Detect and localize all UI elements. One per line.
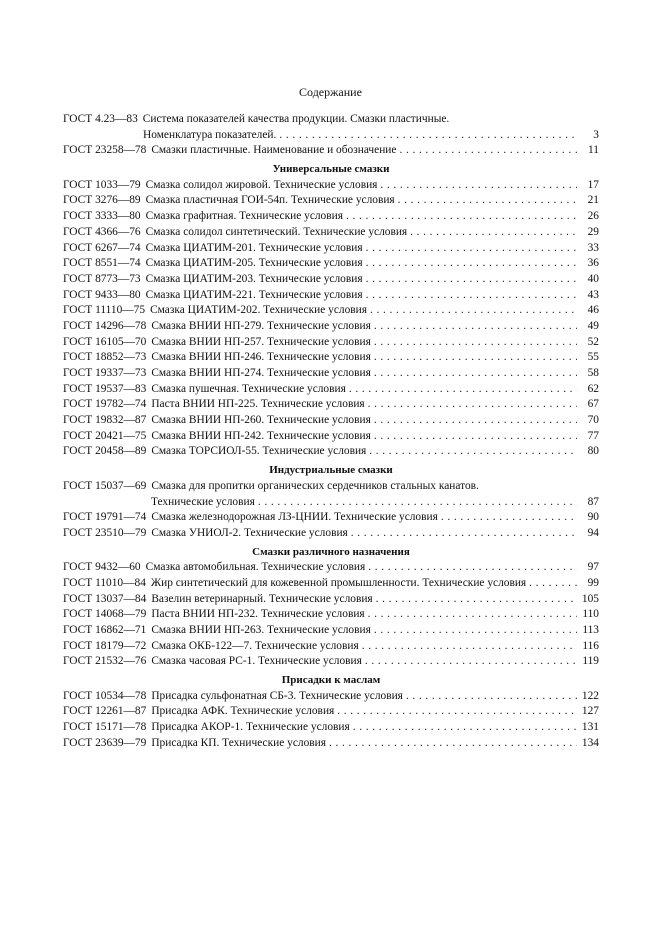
entry-text: [63, 720, 350, 736]
entry-text: [63, 510, 438, 526]
entry-text: [63, 272, 363, 288]
dot-leader: [363, 288, 577, 304]
gost-code: ГОСТ 23258—78: [63, 144, 147, 157]
toc-entry: [63, 592, 599, 608]
entry-text: [63, 560, 365, 576]
dot-leader: [365, 607, 577, 623]
dot-leader: [371, 319, 577, 335]
page-number: 110: [582, 608, 599, 621]
entry-title: Смазка ВНИИ НП-279. Технические условия: [151, 319, 371, 332]
gost-code: ГОСТ 9432—60: [63, 561, 141, 574]
page-number: 99: [587, 576, 599, 589]
dot-leader: [346, 382, 577, 398]
dot-leader: [371, 413, 577, 429]
page-number: 116: [582, 639, 599, 652]
entry-title: Смазка автомобильная. Технические условия: [145, 561, 366, 574]
entry-text: [63, 193, 395, 209]
gost-code: ГОСТ 16105—70: [63, 335, 147, 348]
toc-entry: [63, 413, 599, 429]
gost-code: ГОСТ 15037—69: [63, 479, 147, 492]
gost-code: ГОСТ 21532—76: [63, 655, 147, 668]
gost-code: ГОСТ 23639—79: [63, 736, 147, 749]
entry-title: Смазка ВНИИ НП-274. Технические условия: [151, 367, 371, 379]
toc-entry: [63, 178, 599, 194]
page-number: 119: [582, 655, 599, 668]
page-number: 122: [581, 689, 599, 702]
gost-code: ГОСТ 18179—72: [63, 639, 147, 652]
dot-leader: [371, 350, 577, 366]
entry-title: Вазелин ветеринарный. Технические условия: [151, 592, 373, 605]
section-heading: Универсальные смазки: [272, 163, 390, 176]
dot-leader: [334, 704, 577, 720]
section-heading: Индустриальные смазки: [269, 464, 393, 477]
toc-entry-continuation: [63, 128, 599, 144]
page-number: 43: [587, 288, 599, 301]
toc-entry: [63, 720, 599, 736]
entry-title: Смазка ОКБ-122—7. Технические условия: [151, 639, 359, 652]
dot-leader: [363, 272, 577, 288]
dot-leader: [371, 335, 577, 351]
gost-code: ГОСТ 19337—73: [63, 367, 147, 379]
gost-code: ГОСТ 11110—75: [63, 304, 146, 317]
gost-code: ГОСТ 10534—78: [63, 689, 147, 702]
gost-code: ГОСТ 4.23—83: [63, 113, 138, 125]
entry-title: Присадка АФК. Технические условия: [151, 705, 335, 718]
gost-code: ГОСТ 15171—78: [63, 721, 147, 734]
toc-entry: [63, 397, 599, 413]
toc-entry: [63, 526, 599, 542]
dot-leader: [366, 444, 577, 460]
toc-entry: [63, 607, 599, 623]
page-number: 46: [587, 304, 599, 317]
toc-entry: [63, 335, 599, 351]
toc-entry: [63, 225, 599, 241]
toc-entry: [63, 654, 599, 670]
entry-text: [63, 303, 367, 319]
dot-leader: [395, 193, 577, 209]
entry-title: Смазки пластичные. Наименование и обозначение: [151, 144, 397, 157]
toc-entry: [63, 704, 599, 720]
entry-title-continuation: Номенклатура показателей.: [143, 128, 277, 141]
dot-leader: [371, 623, 577, 639]
gost-code: ГОСТ 18852—73: [63, 351, 147, 364]
page-number: 17: [587, 178, 599, 191]
dot-leader: [365, 397, 577, 413]
entry-text: [63, 225, 407, 241]
entry-text: [63, 112, 449, 128]
page-number: 80: [587, 445, 599, 458]
page-number: 97: [587, 561, 599, 574]
entry-title: Смазка ЦИАТИМ-221. Технические условия: [145, 288, 363, 301]
entry-title: Смазка графитная. Технические условия: [145, 210, 343, 223]
entry-text: [63, 526, 348, 542]
entry-title: Паста ВНИИ НП-225. Технические условия: [151, 398, 365, 411]
page-number: 58: [587, 367, 599, 379]
entry-text: [63, 576, 526, 592]
dot-leader: [377, 178, 577, 194]
page-number: 29: [587, 225, 599, 238]
toc-entry: [63, 623, 599, 639]
entry-title: Смазка часовая РС-1. Технические условия: [151, 655, 362, 668]
toc-entry: [63, 256, 599, 272]
toc-entry: [63, 193, 599, 209]
gost-code: ГОСТ 6267—74: [63, 241, 141, 254]
entry-title: Жир синтетический для кожевенной промышленности. Технические условия: [150, 576, 527, 589]
toc-entry: [63, 510, 599, 526]
dot-leader: [396, 143, 577, 159]
page-number: 77: [587, 429, 599, 442]
page-number: 113: [582, 624, 599, 636]
entry-title: Присадка сульфонатная СБ-3. Технические условия: [151, 689, 403, 702]
page-number: 70: [587, 414, 599, 427]
gost-code: ГОСТ 1033—79: [63, 178, 141, 191]
entry-text: [63, 209, 343, 225]
gost-code: ГОСТ 14068—79: [63, 608, 147, 621]
entry-text: [63, 335, 371, 351]
toc-entry: [63, 479, 599, 495]
section-heading: Смазки различного назначения: [252, 545, 410, 558]
entry-text: [63, 256, 363, 272]
gost-code: ГОСТ 3276—89: [63, 194, 141, 207]
dot-leader: [350, 720, 577, 736]
entry-title: Присадка АКОР-1. Технические условия: [151, 721, 350, 734]
entry-title: Смазка ВНИИ НП-260. Технические условия: [151, 414, 371, 427]
dot-leader: [438, 510, 577, 526]
toc-entry: [63, 429, 599, 445]
dot-leader: [326, 736, 577, 752]
entry-title: Смазка ЦИАТИМ-203. Технические условия: [145, 272, 363, 285]
entry-text: [63, 143, 396, 159]
entry-title: Смазка ЦИАТИМ-201. Технические условия: [145, 241, 363, 254]
page-number: 67: [587, 398, 599, 411]
entry-text: [63, 704, 334, 720]
entry-text: [63, 623, 371, 639]
entry-text: [63, 429, 371, 445]
page-number: 49: [587, 319, 599, 332]
toc-entry: [63, 209, 599, 225]
entry-text: [63, 288, 363, 304]
entry-text: [63, 689, 403, 705]
page-number: 90: [587, 511, 599, 524]
dot-leader: [373, 592, 577, 608]
gost-code: ГОСТ 9433—80: [63, 288, 141, 301]
entry-text: [63, 178, 377, 194]
page-title: Содержание: [299, 85, 362, 99]
toc-entry: [63, 319, 599, 335]
page-number: 105: [581, 592, 599, 605]
toc-entry: [63, 576, 599, 592]
page-number: 52: [587, 335, 599, 348]
entry-text: [63, 607, 365, 623]
gost-code: ГОСТ 16862—71: [63, 624, 147, 636]
entry-title: Смазка ВНИИ НП-263. Технические условия: [151, 624, 371, 636]
entry-text: [63, 479, 479, 495]
dot-leader: [367, 303, 577, 319]
page-number: 21: [587, 194, 599, 207]
page-number: 94: [587, 526, 599, 539]
gost-code: ГОСТ 4366—76: [63, 225, 141, 238]
entry-text: [63, 654, 362, 670]
toc-entry: [63, 272, 599, 288]
gost-code: ГОСТ 14296—78: [63, 319, 147, 332]
entry-text: [63, 639, 359, 655]
dot-leader: [343, 209, 577, 225]
entry-title: Смазка ЦИАТИМ-202. Технические условия: [150, 304, 367, 317]
page-number: 134: [581, 736, 599, 749]
table-of-contents: [63, 112, 599, 752]
gost-code: ГОСТ 19537—83: [63, 382, 147, 395]
entry-text: [63, 241, 363, 257]
gost-code: ГОСТ 8551—74: [63, 257, 141, 270]
dot-leader: [363, 241, 577, 257]
toc-entry: [63, 303, 599, 319]
page-number: 55: [587, 351, 599, 364]
toc-entry: [63, 639, 599, 655]
entry-title: Смазка для пропитки органических сердечников стальных канатов.: [151, 479, 479, 492]
toc-entry-continuation: [63, 495, 599, 511]
page-number: 26: [587, 210, 599, 223]
entry-title-continuation: Технические условия: [151, 495, 255, 508]
gost-code: ГОСТ 3333—80: [63, 210, 141, 223]
entry-title: Смазка солидол жировой. Технические условия: [145, 178, 378, 191]
dot-leader: [255, 495, 577, 511]
gost-code: ГОСТ 8773—73: [63, 272, 141, 285]
dot-leader: [359, 639, 577, 655]
dot-leader: [403, 689, 577, 705]
entry-text: [63, 382, 346, 398]
page-number: 36: [587, 257, 599, 270]
dot-leader: [371, 366, 577, 382]
page-number: 131: [581, 721, 599, 734]
page-number: 127: [581, 705, 599, 718]
page-number: 87: [587, 495, 599, 508]
entry-title: Присадка КП. Технические условия: [151, 736, 326, 749]
gost-code: ГОСТ 13037—84: [63, 592, 147, 605]
gost-code: ГОСТ 11010—84: [63, 576, 146, 589]
entry-text: [63, 592, 373, 608]
gost-code: ГОСТ 19782—74: [63, 398, 147, 411]
toc-entry: [63, 241, 599, 257]
gost-code: ГОСТ 19832—87: [63, 414, 147, 427]
entry-title: Смазка солидол синтетический. Технические условия: [145, 225, 408, 238]
page-number: 62: [587, 382, 599, 395]
page-number: 11: [588, 144, 599, 157]
dot-leader: [348, 526, 577, 542]
toc-entry: [63, 444, 599, 460]
dot-leader: [365, 560, 577, 576]
entry-title: Смазка ЦИАТИМ-205. Технические условия: [145, 257, 363, 270]
toc-entry: [63, 560, 599, 576]
toc-entry: [63, 689, 599, 705]
dot-leader: [526, 576, 577, 592]
entry-title: Смазка пушечная. Технические условия: [151, 382, 346, 395]
entry-title: Смазка ТОРСИОЛ-55. Технические условия: [151, 445, 367, 458]
entry-title: Система показателей качества продукции. Смазки пластичные.: [142, 113, 450, 125]
dot-leader: [363, 256, 577, 272]
entry-title: Смазка УНИОЛ-2. Технические условия: [151, 526, 348, 539]
toc-entry: [63, 112, 599, 128]
gost-code: ГОСТ 19791—74: [63, 511, 147, 524]
page-number: 40: [587, 272, 599, 285]
toc-entry: [63, 736, 599, 752]
toc-entry: [63, 350, 599, 366]
entry-title: Смазка ВНИИ НП-246. Технические условия: [151, 351, 371, 364]
entry-text: [63, 413, 371, 429]
dot-leader: [362, 654, 577, 670]
entry-title: Смазка пластичная ГОИ-54п. Технические условия: [145, 194, 395, 207]
gost-code: ГОСТ 20421—75: [63, 429, 147, 442]
toc-entry: [63, 288, 599, 304]
entry-text: [63, 736, 326, 752]
toc-entry: [63, 143, 599, 159]
toc-entry: [63, 366, 599, 382]
dot-leader: [407, 225, 577, 241]
gost-code: ГОСТ 20458—89: [63, 445, 147, 458]
entry-title: Смазка ВНИИ НП-257. Технические условия: [151, 335, 371, 348]
page-number: 33: [587, 241, 599, 254]
dot-leader: [276, 128, 577, 144]
entry-text: [63, 350, 371, 366]
gost-code: ГОСТ 23510—79: [63, 526, 147, 539]
toc-entry: [63, 382, 599, 398]
section-heading: Присадки к маслам: [281, 674, 381, 687]
entry-text: [63, 444, 366, 460]
entry-text: [63, 366, 371, 382]
entry-text: [63, 397, 365, 413]
page-number: 3: [593, 128, 599, 141]
entry-title: Смазка ВНИИ НП-242. Технические условия: [151, 429, 371, 442]
entry-title: Паста ВНИИ НП-232. Технические условия: [151, 608, 365, 621]
gost-code: ГОСТ 12261—87: [63, 705, 147, 718]
entry-title: Смазка железнодорожная ЛЗ-ЦНИИ. Технические условия: [151, 511, 438, 524]
dot-leader: [371, 429, 577, 445]
entry-text: [63, 319, 371, 335]
